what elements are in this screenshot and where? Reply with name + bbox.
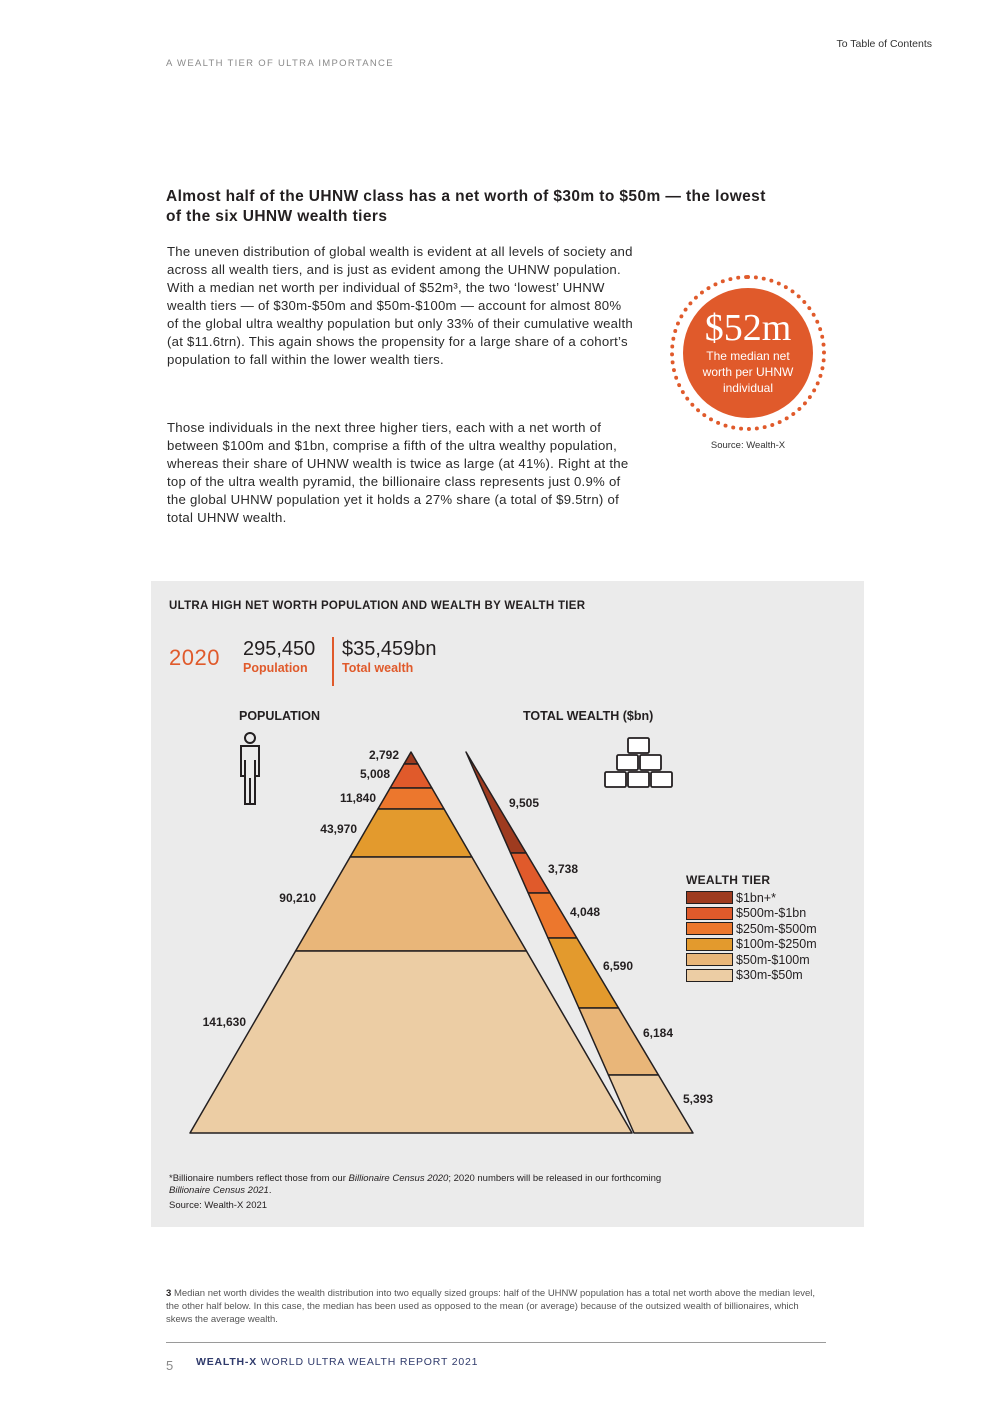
population-value-label: 43,970 <box>320 822 357 836</box>
gold-bars-icon <box>605 738 672 787</box>
legend-item <box>686 937 817 953</box>
population-layer-250m-500m <box>378 788 444 809</box>
legend-item <box>686 906 817 922</box>
wealth-value-label: 6,590 <box>603 959 634 973</box>
population-layer-500m-1bn <box>390 764 432 788</box>
wealth-total: $35,459bn <box>342 638 437 660</box>
population-value-label: 2,792 <box>368 748 399 762</box>
year-label: 2020 <box>169 645 220 670</box>
table-of-contents-link[interactable]: To Table of Contents <box>836 38 932 50</box>
chart-title: ULTRA HIGH NET WORTH POPULATION AND WEALTH BY WEALTH TIER <box>169 600 586 612</box>
gold-bar <box>640 755 661 770</box>
legend-swatch <box>686 938 733 951</box>
wealth-value-label: 9,505 <box>509 796 540 810</box>
population-total-label: Population <box>243 661 308 675</box>
population-value-label: 5,008 <box>359 767 390 781</box>
legend-item <box>686 890 817 906</box>
chart-note: *Billionaire numbers reflect those from our Billionaire Census 2020; 2020 numbers will be released in our forthcoming Billionaire Census 2021. <box>169 1173 662 1196</box>
legend-label: $250m-$500m <box>736 921 817 936</box>
population-value-label: 141,630 <box>202 1015 246 1029</box>
population-value-label: 90,210 <box>279 891 316 905</box>
badge-caption: The median net worth per UHNW individual <box>702 349 794 395</box>
legend-label: $1bn+* <box>736 890 776 905</box>
population-total: 295,450 <box>243 638 316 660</box>
section-title: Almost half of the UHNW class has a net worth of $30m to $50m — the lowest of the six UHNW wealth tiers <box>166 188 766 225</box>
running-header: A WEALTH TIER OF ULTRA IMPORTANCE <box>166 58 394 69</box>
chart-source: Source: Wealth-X 2021 <box>169 1200 268 1211</box>
footnote-text: Median net worth divides the wealth distribution into two equally sized groups: half of the UHNW population has a total net worth above the median level, the other half below. In this case, the median has been used as opposed to the mean (or average) because of the outsized wealth of billionaires, which skews the average wealth. <box>166 1288 816 1325</box>
population-heading: POPULATION <box>239 709 321 723</box>
body-paragraph-2: Those individuals in the next three higher tiers, each with a net worth of between $100m and $1bn, comprise a fifth of the ultra wealthy population, whereas their share of UHNW wealth is twice as large (at 41%). Right at the top of the ultra wealth pyramid, the billionaire class represents just 0.9% of the global UHNW population yet it holds a 27% share (a total of $9.5trn) of total UHNW wealth. <box>167 420 629 525</box>
wealth-value-label: 6,184 <box>643 1026 674 1040</box>
person-icon <box>241 733 259 804</box>
population-value-label: 11,840 <box>339 791 376 805</box>
population-layer-50m-100m <box>296 857 527 951</box>
footnote-number: 3 <box>166 1288 172 1299</box>
population-layer-1bn <box>404 752 418 764</box>
wealth-total-label: Total wealth <box>342 661 414 675</box>
gold-bar <box>617 755 638 770</box>
badge-source: Source: Wealth-X <box>710 440 786 451</box>
gold-bar <box>651 772 672 787</box>
page-number: 5 <box>166 1358 174 1373</box>
gold-bar <box>628 772 649 787</box>
legend-label: $30m-$50m <box>736 968 803 983</box>
wealth-value-label: 3,738 <box>548 862 579 876</box>
legend-item <box>686 968 817 984</box>
legend-swatch <box>686 953 733 966</box>
wealth-tier-legend <box>686 890 817 983</box>
wealth-layer-100m-250m <box>548 938 619 1008</box>
wealth-heading: TOTAL WEALTH ($bn) <box>523 709 654 723</box>
footer-rule <box>166 1342 826 1343</box>
wealth-value-label: 4,048 <box>570 905 601 919</box>
gold-bar <box>605 772 626 787</box>
legend-label: $100m-$250m <box>736 937 817 952</box>
legend-label: $500m-$1bn <box>736 906 807 921</box>
legend-swatch <box>686 922 733 935</box>
footer-brand: WEALTH-X WORLD ULTRA WEALTH REPORT 2021 <box>196 1356 479 1368</box>
legend-item <box>686 952 817 968</box>
legend-title: WEALTH TIER <box>686 873 771 887</box>
wealth-value-label: 5,393 <box>683 1092 714 1106</box>
gold-bar <box>628 738 649 753</box>
legend-swatch <box>686 891 733 904</box>
badge-value: $52m <box>704 307 792 349</box>
legend-swatch <box>686 907 733 920</box>
legend-item <box>686 921 817 937</box>
population-layer-100m-250m <box>350 809 472 857</box>
legend-swatch <box>686 969 733 982</box>
legend-label: $50m-$100m <box>736 952 810 967</box>
wealth-layer-500m-1bn <box>511 853 550 893</box>
footnote <box>166 1287 826 1326</box>
body-paragraph-1: The uneven distribution of global wealth is evident at all levels of society and across all wealth tiers, and is just as evident among the UHNW population. With a median net worth per individual of $52m³, the two ‘lowest’ UHNW wealth tiers — of $30m-$50m and $50m-$100m — account for almost 80% of the global ultra wealthy population but only 33% of their cumulative wealth (at $11.6trn). This again shows the propensity for a large share of a cohort’s population to fall within the lower wealth tiers. <box>167 244 633 367</box>
